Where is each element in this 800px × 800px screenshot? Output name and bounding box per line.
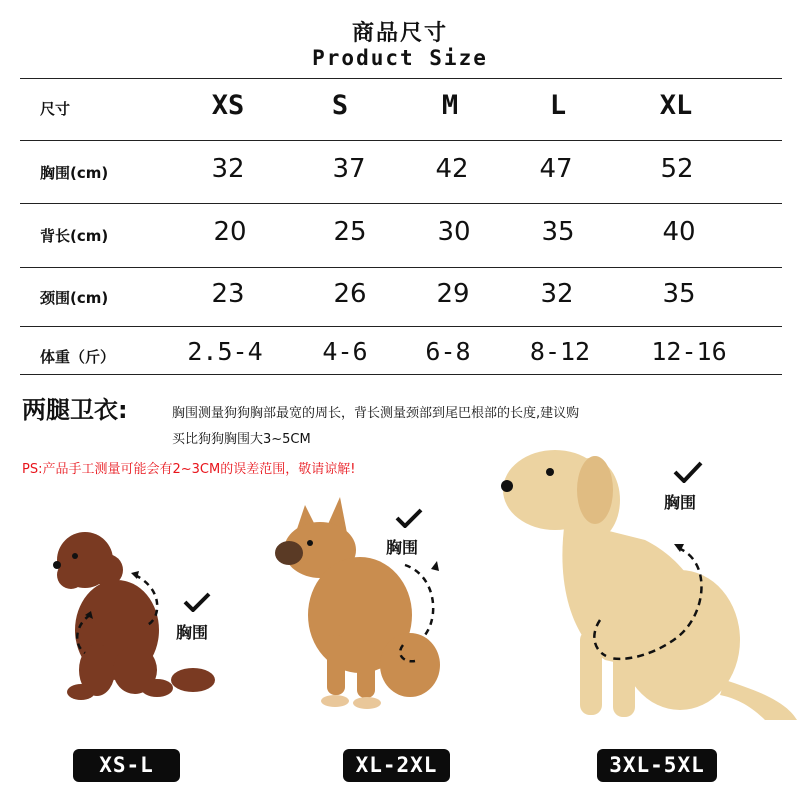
header-cell-xs: XS — [211, 90, 245, 121]
table-cell: 6-8 — [425, 337, 471, 366]
size-range-badge: 3XL-5XL — [597, 749, 717, 782]
table-cell: 42 — [435, 154, 469, 184]
table-cell: 23 — [211, 279, 245, 309]
chest-measure-line — [385, 555, 455, 670]
checkmark-icon — [395, 508, 423, 528]
table-cell: 32 — [211, 154, 245, 184]
header-cell-xl: XL — [659, 90, 693, 121]
table-divider — [20, 374, 782, 375]
table-divider — [20, 140, 782, 141]
table-cell: 20 — [213, 217, 247, 247]
table-cell: 32 — [540, 279, 574, 309]
header-size-label: 尺寸 — [40, 100, 71, 118]
table-cell: 4-6 — [322, 337, 368, 366]
table-row-chest — [20, 142, 782, 202]
table-cell: 2.5-4 — [187, 337, 263, 366]
table-cell: 30 — [437, 217, 471, 247]
ps-disclaimer: PS:产品手工测量可能会有2~3CM的误差范围，敬请谅解! — [22, 462, 356, 477]
chest-measure-line — [590, 540, 720, 680]
note-line-1: 胸围测量狗狗胸部最宽的周长，背长测量颈部到尾巴根部的长度,建议购 — [172, 406, 580, 421]
table-cell: 8-12 — [529, 337, 591, 366]
chest-label: 胸围 — [176, 623, 209, 642]
table-cell: 35 — [662, 279, 696, 309]
table-cell: 40 — [662, 217, 696, 247]
table-cell: 47 — [539, 154, 573, 184]
note-line-2: 买比狗狗胸围大3~5CM — [172, 432, 311, 447]
page-title: 商品尺寸 — [351, 21, 448, 46]
row-label-chest: 胸围(cm) — [40, 164, 109, 182]
table-cell: 29 — [436, 279, 470, 309]
table-cell: 37 — [332, 154, 366, 184]
chest-measure-line — [65, 565, 175, 665]
table-cell: 25 — [333, 217, 367, 247]
table-cell: 12-16 — [651, 337, 727, 366]
checkmark-icon — [183, 592, 211, 612]
size-range-badge: XL-2XL — [343, 749, 450, 782]
table-header-row — [20, 78, 782, 138]
row-label-back: 背长(cm) — [40, 227, 109, 245]
row-label-neck: 颈围(cm) — [40, 289, 109, 307]
note-heading: 两腿卫衣: — [22, 396, 128, 424]
table-cell: 35 — [541, 217, 575, 247]
size-range-badge: XS-L — [73, 749, 180, 782]
header-cell-m: M — [441, 90, 459, 121]
header-cell-l: L — [549, 90, 567, 121]
table-row-back — [20, 205, 782, 265]
table-row-weight — [20, 322, 782, 382]
checkmark-icon — [673, 461, 703, 483]
chest-label: 胸围 — [386, 538, 419, 557]
row-label-weight: 体重（斤） — [40, 348, 116, 366]
page-subtitle: Product Size — [312, 46, 488, 70]
table-divider — [20, 203, 782, 204]
table-row-neck — [20, 267, 782, 327]
header-cell-s: S — [331, 90, 349, 121]
chest-label: 胸围 — [664, 493, 697, 512]
table-cell: 26 — [333, 279, 367, 309]
table-cell: 52 — [660, 154, 694, 184]
